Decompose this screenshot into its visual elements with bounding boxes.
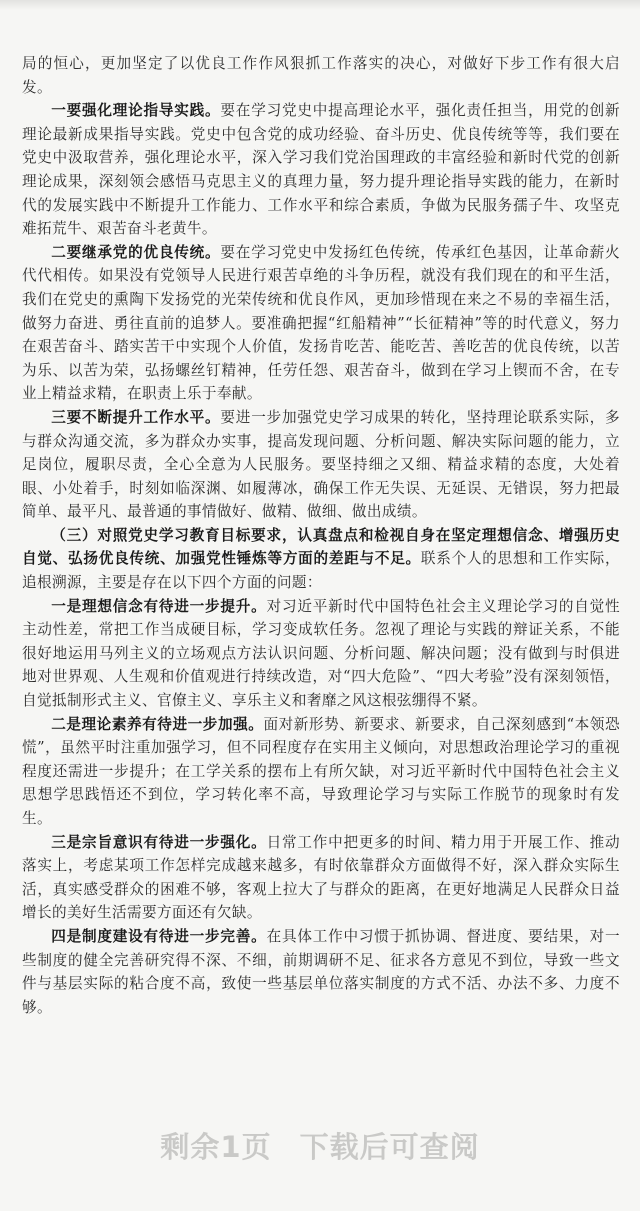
paragraph: 局的恒心，更加坚定了以优良工作作风狠抓工作落实的决心，对做好下步工作有很大启发。 [22, 55, 620, 96]
paragraph: 四是制度建设有待进一步完善。在具体工作中习惯于抓协调、督进度、要结果，对一些制度的健全完善研究得不深、不细，前期调研不足、征求各方意见不到位，导致一些文件与基层实际的粘合度不高，致使一些基层单位落实制度的方式不活、办法不多、力度不够。 [22, 927, 620, 1016]
paragraph: 三是宗旨意识有待进一步强化。日常工作中把更多的时间、精力用于开展工作、推动落实上，考虑某项工作怎样完成越来越多，有时依靠群众方面做得不好，深入群众实际生活，真实感受群众的困难不够，客观上拉大了与群众的距离，在更好地满足人民群众日益增长的美好生活需要方面还有欠缺。 [22, 833, 620, 922]
paragraph-lead: 二要继承党的优良传统。 [51, 243, 221, 261]
paragraph-lead: 三要不断提升工作水平。 [51, 408, 221, 426]
remaining-pages-label: 剩余1页 [160, 1130, 272, 1164]
paragraph-lead: 四是制度建设有待进一步完善。 [51, 927, 267, 945]
paragraph: 三要不断提升工作水平。要进一步加强党史学习成果的转化，坚持理论联系实际，多与群众沟通交流，多为群众办实事，提高发现问题、分析问题、解决实际问题的能力，立足岗位，履职尽责，全心全意为人民服务。要坚持细之又细、精益求精的态度，大处着眼、小处着手，时刻如临深渊、如履薄冰，确保工作无失误、无延误、无错误，努力把最简单、最平凡、最普通的事情做好、做精、做细、做出成绩。 [22, 408, 621, 521]
paragraph: 二要继承党的优良传统。要在学习党史中发扬红色传统，传承红色基因，让革命薪火代代相传。如果没有党领导人民进行艰苦卓绝的斗争历程，就没有我们现在的和平生活，我们在党史的熏陶下发扬党的光荣传统和优良作风，更加珍惜现在来之不易的幸福生活，做努力奋进、勇往直前的追梦人。要准确把握“红船精神”“长征精神”等的时代意义，努力在艰苦奋斗、踏实苦干中实现个人价值，发扬肯吃苦、能吃苦、善吃苦的优良传统，以苦为乐、以苦为荣，弘扬螺丝钉精神，任劳任怨、艰苦奋斗，做到在学习上锲而不舍，在专业上精益求精，在职责上乐于奉献。 [22, 243, 621, 403]
paragraph-lead: 一要强化理论指导实践。 [51, 102, 221, 120]
paragraph: 二是理论素养有待进一步加强。面对新形势、新要求、新要求，自己深刻感到“本领恐慌”，虽然平时注重加强学习，但不同程度存在实用主义倾向，对思想政治理论学习的重视程度还需进一步提升；在工学关系的摆布上有所欠缺，对习近平新时代中国特色社会主义思想学思践悟还不到位，学习转化率不高，导致理论学习与实际工作脱节的现象时有发生。 [22, 715, 620, 827]
paragraph-lead: 二是理论素养有待进一步加强。 [51, 715, 264, 733]
paragraph-lead: 三是宗旨意识有待进一步强化。 [51, 833, 267, 851]
document-body [22, 52, 620, 1019]
paragraph: 一要强化理论指导实践。要在学习党史中提高理论水平，强化责任担当，用党的创新理论最新成果指导实践。党史中包含党的成功经验、奋斗历史、优良传统等等，我们要在党史中汲取营养，强化理论水平，深入学习我们党治国理政的丰富经验和新时代党的创新理论成果，深刻领会感悟马克思主义的真理力量，努力提升理论指导实践的能力，在新时代的发展实践中不断提升工作能力、工作水平和综合素质，争做为民服务孺子牛、攻坚克难拓荒牛、艰苦奋斗老黄牛。 [22, 102, 621, 238]
download-to-read-label: 下载后可查阅 [299, 1130, 480, 1164]
download-prompt[interactable] [0, 1125, 640, 1166]
paragraph-lead: （三）对照党史学习教育目标要求，认真盘点和检视自身在坚定理想信念、增强历史自觉、弘扬优良传统、加强党性锤炼等方面的差距与不足。 [22, 526, 620, 568]
paragraph-lead: 一是理想信念有待进一步提升。 [51, 597, 267, 615]
paragraph: 一是理想信念有待进一步提升。对习近平新时代中国特色社会主义理论学习的自觉性主动性差，常把工作当成硬目标，学习变成软任务。忽视了理论与实践的辩证关系，不能很好地运用马列主义的立场观点方法认识问题、分析问题、解决问题；没有做到与时俱进地对世界观、人生观和价值观进行持续改造，对“四大危险”、“四大考验”没有深刻领悟，自觉抵制形式主义、官僚主义、享乐主义和奢靡之风这根弦绷得不紧。 [22, 597, 620, 710]
paragraph: （三）对照党史学习教育目标要求，认真盘点和检视自身在坚定理想信念、增强历史自觉、弘扬优良传统、加强党性锤炼等方面的差距与不足。联系个人的思想和工作实际，追根溯源，主要是存在以下四个方面的问题： [22, 526, 621, 592]
top-edge [0, 0, 640, 10]
